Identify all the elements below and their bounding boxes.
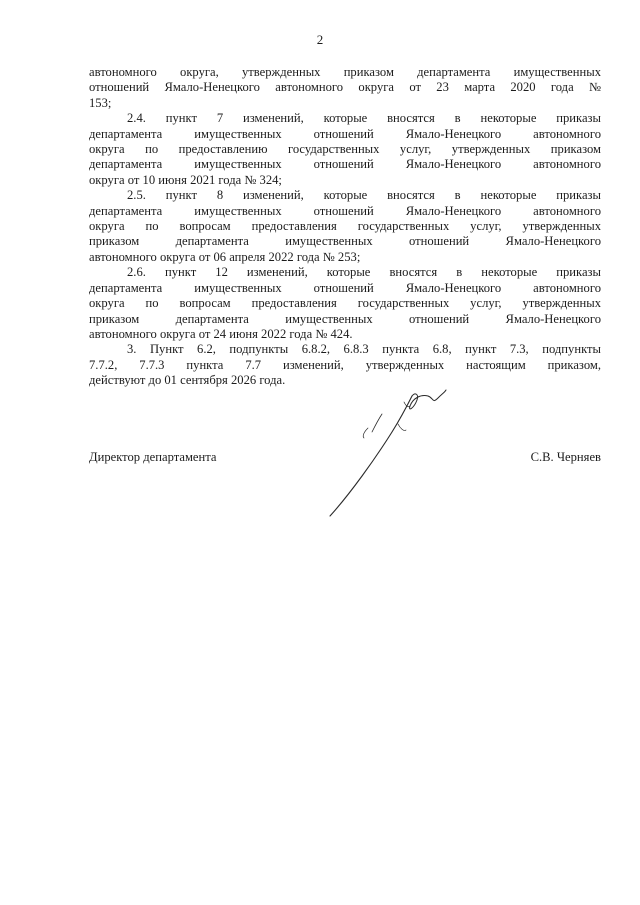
- handwritten-signature: [320, 384, 450, 524]
- position-title: Директор департамента: [89, 450, 217, 464]
- text-line: 2.5. пункт 8 изменений, которые вносятся в некоторые приказы: [127, 188, 601, 203]
- text-line: приказом департамента имущественных отношений Ямало-Ненецкого: [89, 234, 601, 249]
- text-line: 3. Пункт 6.2, подпункты 6.8.2, 6.8.3 пункта 6.8, пункт 7.3, подпункты: [127, 342, 601, 357]
- document-body: [89, 65, 601, 389]
- text-line: 153;: [89, 95, 112, 110]
- paragraph-2-6: [89, 265, 601, 342]
- text-line: приказом департамента имущественных отношений Ямало-Ненецкого: [89, 311, 601, 326]
- text-line: округа по вопросам предоставления государственных услуг, утвержденных: [89, 219, 601, 234]
- paragraph-2-5: [89, 188, 601, 265]
- signer-name: С.В. Черняев: [530, 450, 601, 464]
- paragraph-3: [89, 342, 601, 388]
- text-line: округа по предоставлению государственных услуг, утвержденных приказом: [89, 142, 601, 157]
- text-line: автономного округа от 24 июня 2022 года № 424.: [89, 326, 353, 341]
- paragraph-continuation: [89, 65, 601, 111]
- text-line: департамента имущественных отношений Ямало-Ненецкого автономного: [89, 126, 601, 141]
- text-line: 7.7.2, 7.7.3 пункта 7.7 изменений, утвержденных настоящим приказом,: [89, 357, 601, 372]
- text-line: округа по вопросам предоставления государственных услуг, утвержденных: [89, 296, 601, 311]
- text-line: округа от 10 июня 2021 года № 324;: [89, 172, 282, 187]
- text-line: департамента имущественных отношений Ямало-Ненецкого автономного: [89, 203, 601, 218]
- text-line: автономного округа от 06 апреля 2022 года № 253;: [89, 249, 361, 264]
- text-line: 2.6. пункт 12 изменений, которые вносятся в некоторые приказы: [127, 265, 601, 280]
- text-line: департамента имущественных отношений Ямало-Ненецкого автономного: [89, 280, 601, 295]
- text-line: департамента имущественных отношений Ямало-Ненецкого автономного: [89, 157, 601, 172]
- paragraph-2-4: [89, 111, 601, 188]
- text-line: действуют до 01 сентября 2026 года.: [89, 373, 286, 388]
- page-number: 2: [316, 32, 324, 47]
- text-line: автономного округа, утвержденных приказом департамента имущественных: [89, 65, 601, 79]
- text-line: 2.4. пункт 7 изменений, которые вносятся в некоторые приказы: [127, 111, 601, 126]
- text-line: отношений Ямало-Ненецкого автономного округа от 23 марта 2020 года №: [89, 80, 601, 95]
